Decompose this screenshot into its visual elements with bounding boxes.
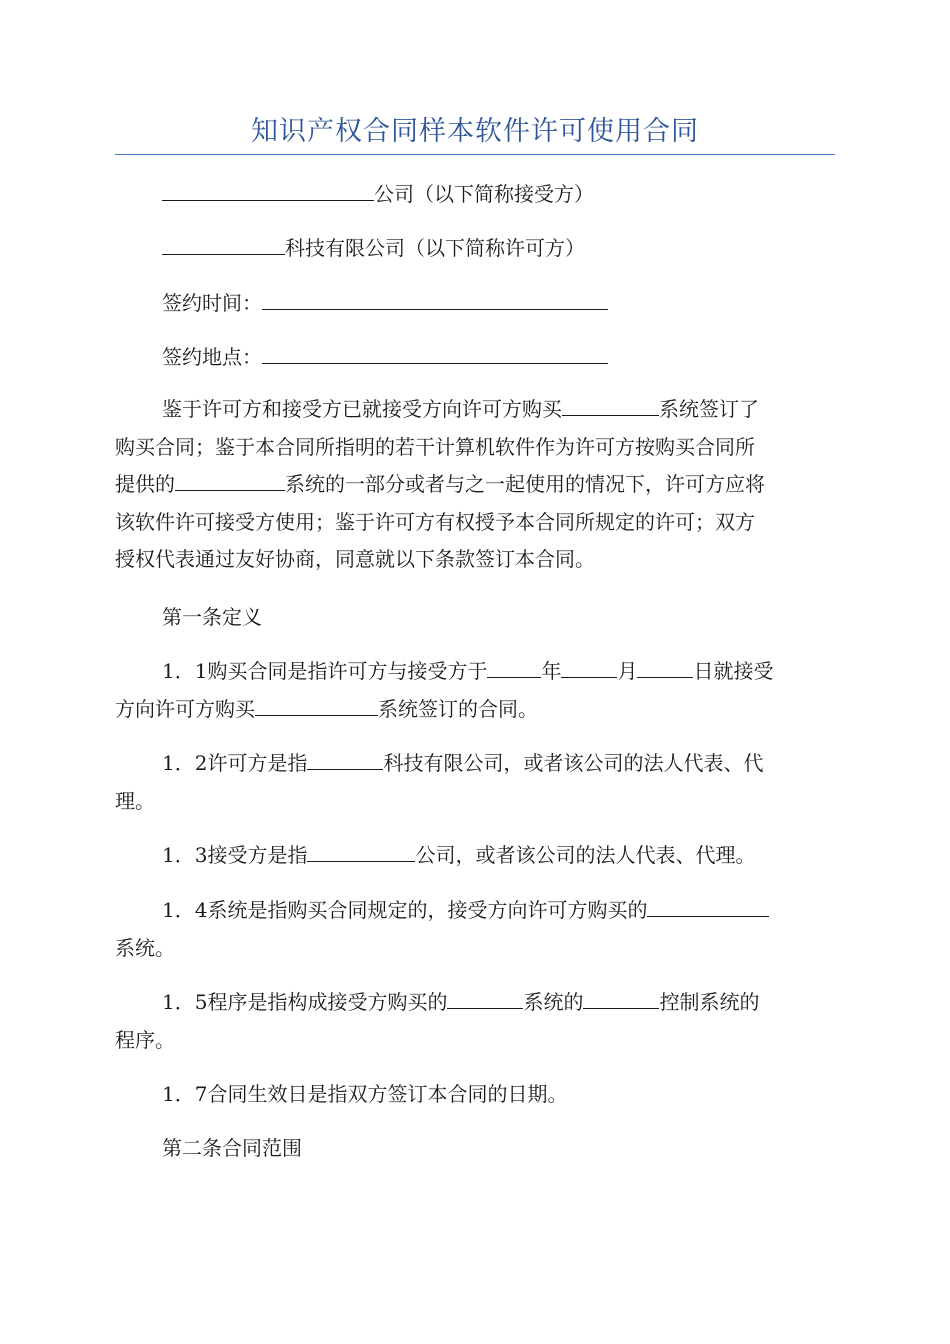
clause-text: 1．1购买合同是指许可方与接受方于 <box>162 659 488 683</box>
licensor-party-line <box>162 230 835 267</box>
preamble-row: 购买合同；鉴于本合同所指明的若干计算机软件作为许可方按购买合同所 <box>115 434 755 459</box>
clause-text: 1．3接受方是指 <box>162 843 308 867</box>
licensor-name-blank[interactable] <box>307 747 383 770</box>
clause-text: 科技有限公司，或者该公司的法人代表、代 <box>383 751 764 775</box>
article-2-heading: 第二条合同范围 <box>162 1136 302 1160</box>
clause-row: 程序。 <box>115 1027 175 1052</box>
clause-text: 年 <box>541 659 562 683</box>
clause-row: 理。 <box>115 788 155 813</box>
clause-1-7: 1．7合同生效日是指双方签订本合同的日期。 <box>162 1082 568 1106</box>
clause-row <box>115 691 835 729</box>
clause-text: 方向许可方购买 <box>115 696 255 721</box>
clause-text: 公司，或者该公司的法人代表、代理。 <box>415 843 756 867</box>
clause-row <box>115 984 835 1022</box>
clause-text: 系统的 <box>523 990 584 1014</box>
acceptor-name-blank[interactable] <box>307 839 415 862</box>
clause-text: 月 <box>617 659 638 683</box>
signing-time-label: 签约时间： <box>162 291 262 315</box>
signing-place-line <box>162 339 835 376</box>
clause-text: 日就接受 <box>693 659 774 683</box>
year-blank[interactable] <box>487 655 541 678</box>
acceptor-party-text: 公司（以下简称接受方） <box>374 182 594 206</box>
signing-time-line <box>162 285 835 322</box>
clause-row <box>115 653 835 691</box>
system-name-blank[interactable] <box>255 693 378 716</box>
system-name-blank[interactable] <box>647 894 769 917</box>
clause-1-2 <box>115 745 835 820</box>
preamble-row <box>115 391 835 429</box>
system-name-blank[interactable] <box>447 986 523 1009</box>
clause-text: 系统签订的合同。 <box>378 696 538 721</box>
preamble-text: 系统签订了 <box>659 397 759 421</box>
clause-row <box>115 837 835 875</box>
signing-place-label: 签约地点： <box>162 345 262 369</box>
clause-text: 1．5程序是指构成接受方购买的 <box>162 990 448 1014</box>
preamble-text: 系统的一部分或者与之一起使用的情况下，许可方应将 <box>285 472 765 496</box>
acceptor-name-blank[interactable] <box>162 178 374 201</box>
clause-text: 1．4系统是指购买合同规定的，接受方向许可方购买的 <box>162 898 648 922</box>
clause-1-5 <box>115 984 835 1059</box>
preamble-row <box>115 466 835 504</box>
system-name-blank[interactable] <box>175 468 285 491</box>
clause-1-1 <box>115 653 835 728</box>
clause-1-4 <box>115 892 835 967</box>
clause-text: 1．2许可方是指 <box>162 751 308 775</box>
preamble-row: 该软件许可接受方使用；鉴于许可方有权授予本合同所规定的许可；双方 <box>115 509 755 534</box>
article-1-heading: 第一条定义 <box>162 605 262 629</box>
clause-row <box>115 892 835 930</box>
preamble-text: 鉴于许可方和接受方已就接受方向许可方购买 <box>162 397 562 421</box>
clause-row: 系统。 <box>115 935 175 960</box>
document-title: 知识产权合同样本软件许可使用合同 <box>251 116 699 147</box>
clause-1-3 <box>115 837 835 875</box>
preamble-row: 授权代表通过友好协商，同意就以下条款签订本合同。 <box>115 547 595 571</box>
month-blank[interactable] <box>561 655 617 678</box>
day-blank[interactable] <box>637 655 693 678</box>
signing-place-blank[interactable] <box>262 341 608 364</box>
control-system-blank[interactable] <box>583 986 659 1009</box>
clause-row <box>115 745 835 783</box>
acceptor-party-line <box>162 176 835 213</box>
preamble-paragraph <box>115 391 835 579</box>
system-name-blank[interactable] <box>562 393 659 416</box>
signing-time-blank[interactable] <box>262 287 608 310</box>
licensor-name-blank[interactable] <box>162 232 285 255</box>
licensor-party-text: 科技有限公司（以下简称许可方） <box>285 236 585 260</box>
clause-text: 控制系统的 <box>659 990 760 1014</box>
title-underline <box>115 154 835 155</box>
preamble-text: 提供的 <box>115 472 175 496</box>
